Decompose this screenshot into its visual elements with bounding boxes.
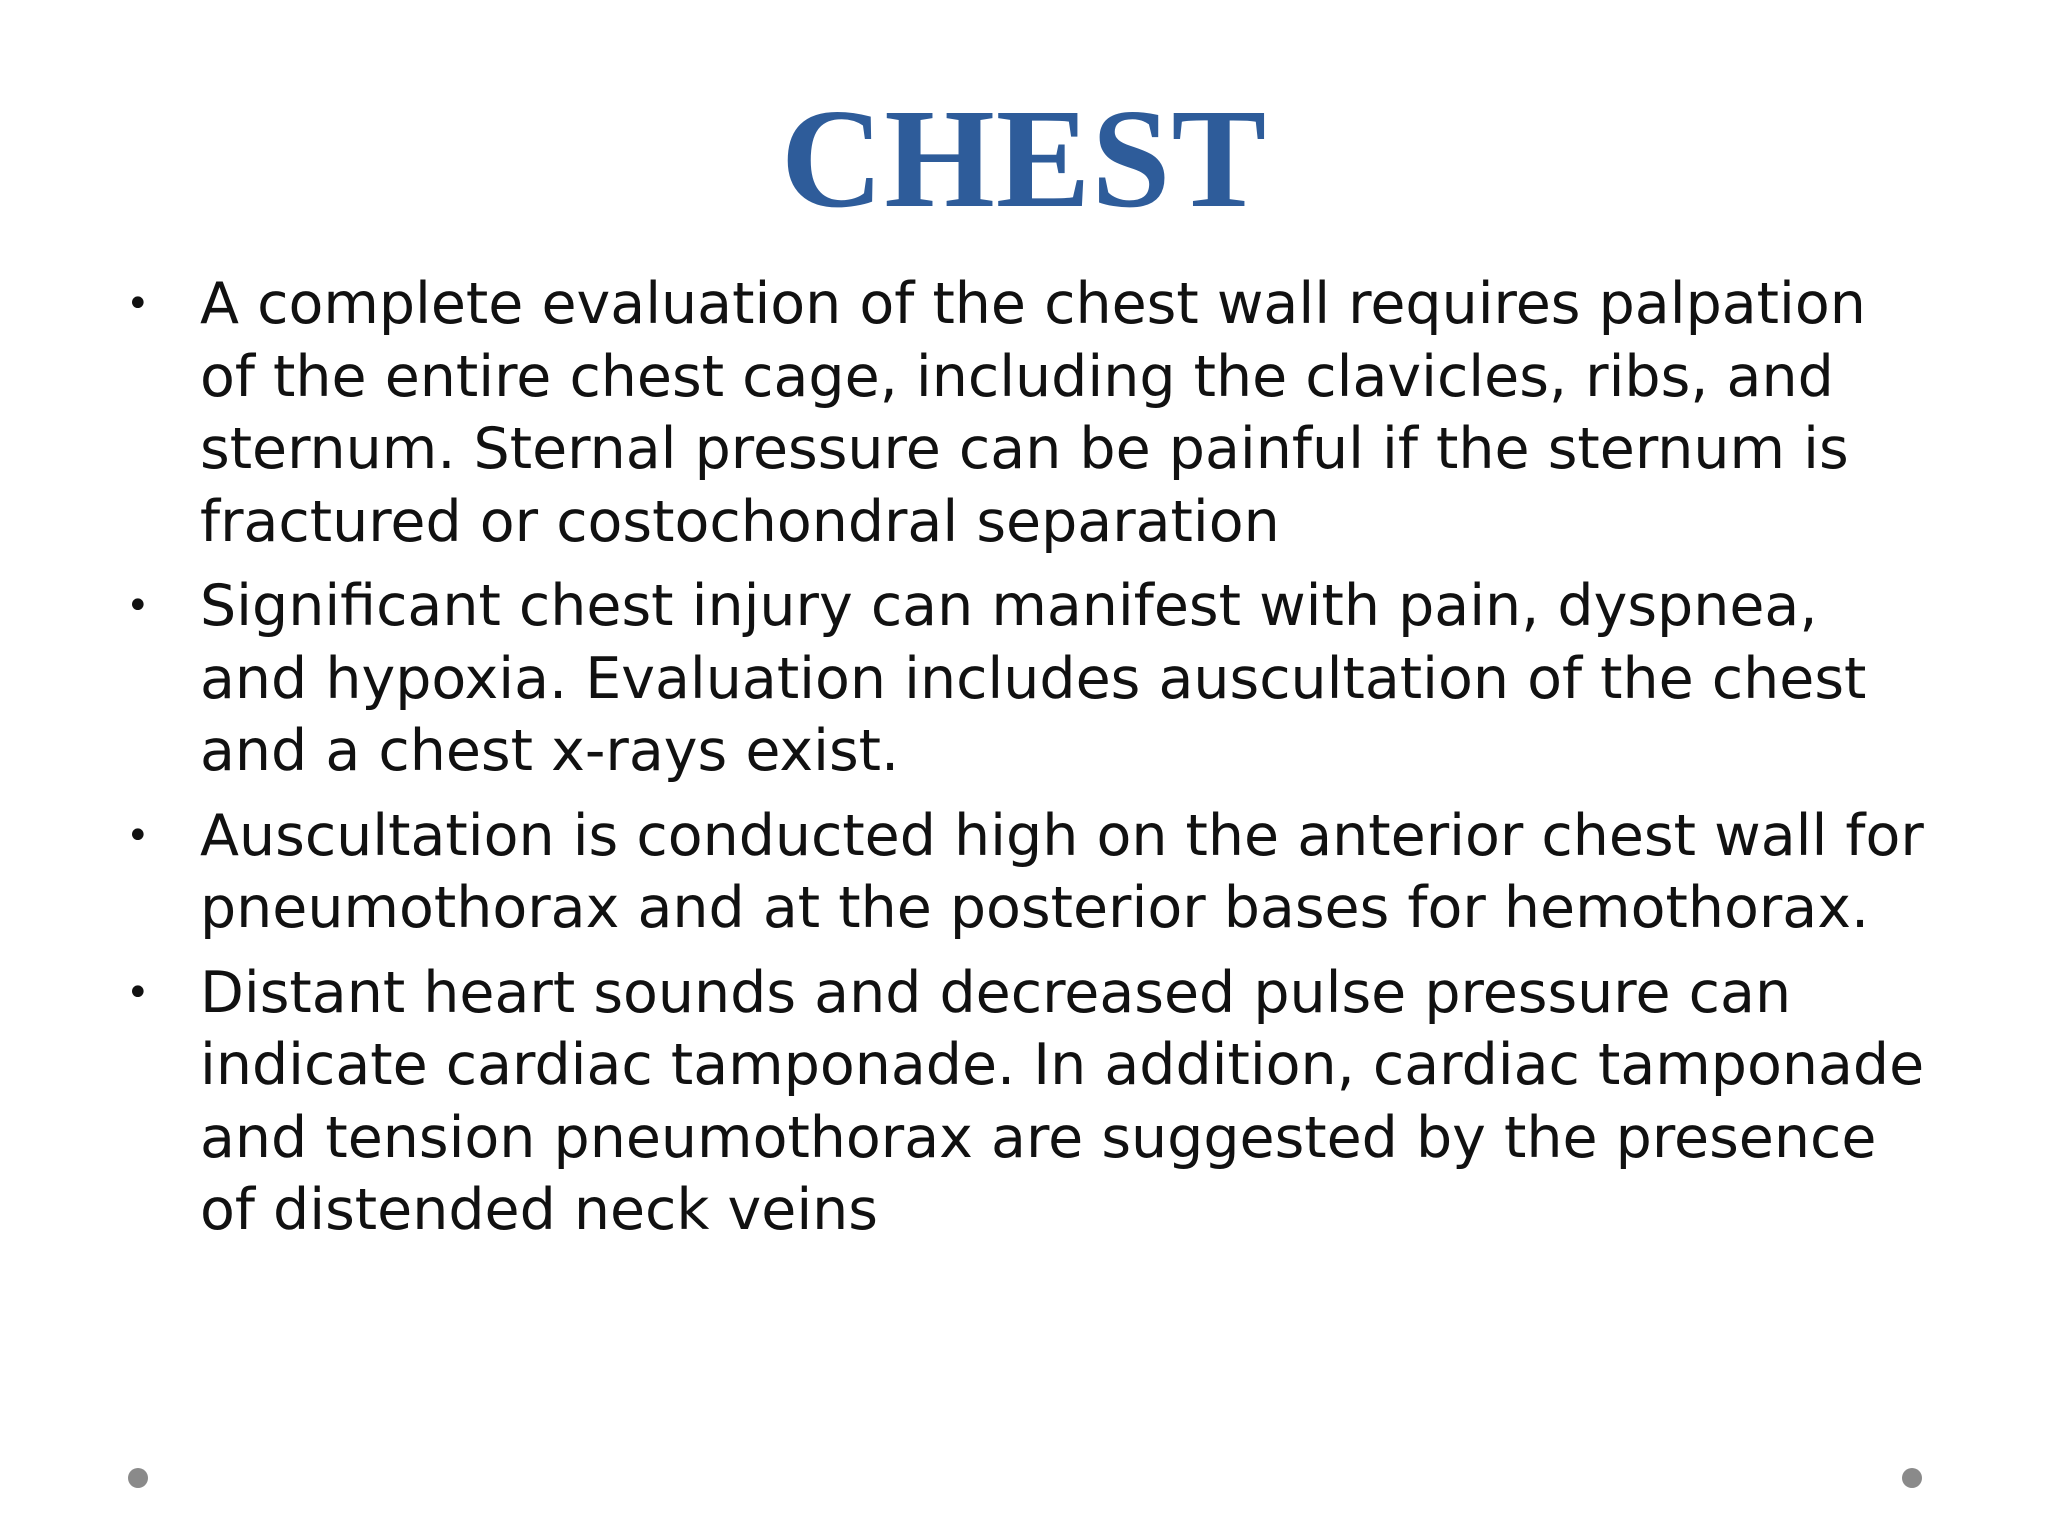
bullet-text: Significant chest injury can manifest with pain, dyspnea, and hypoxia. Evaluation includes auscultation of the chest and a chest x-rays exist. [200, 573, 1867, 784]
bullet-point-icon: • [126, 281, 150, 327]
bullet-list [118, 268, 1938, 1259]
bullet-point-icon: • [126, 583, 150, 629]
bullet-point-icon: • [126, 969, 150, 1016]
bullet-item [118, 268, 1938, 558]
bullet-item [118, 800, 1938, 945]
bullet-item [118, 570, 1938, 788]
corner-dot-icon-left [128, 1468, 148, 1488]
bullet-text: Auscultation is conducted high on the anterior chest wall for pneumothorax and at the posterior bases for hemothorax. [200, 802, 1924, 941]
bullet-point-icon: • [126, 812, 150, 859]
bullet-item [118, 957, 1938, 1247]
bullet-text: Distant heart sounds and decreased pulse pressure can indicate cardiac tamponade. In addition, cardiac tamponade and tension pneumothorax are suggested by the presence of distended neck veins [200, 959, 1925, 1243]
slide-title: CHEST [780, 79, 1268, 237]
bullet-text: A complete evaluation of the chest wall requires palpation of the entire chest cage, including the clavicles, ribs, and sternum. Sternal pressure can be painful if the sternum is fractured or costochondral separation [200, 271, 1866, 555]
corner-dot-icon-right [1902, 1468, 1922, 1488]
